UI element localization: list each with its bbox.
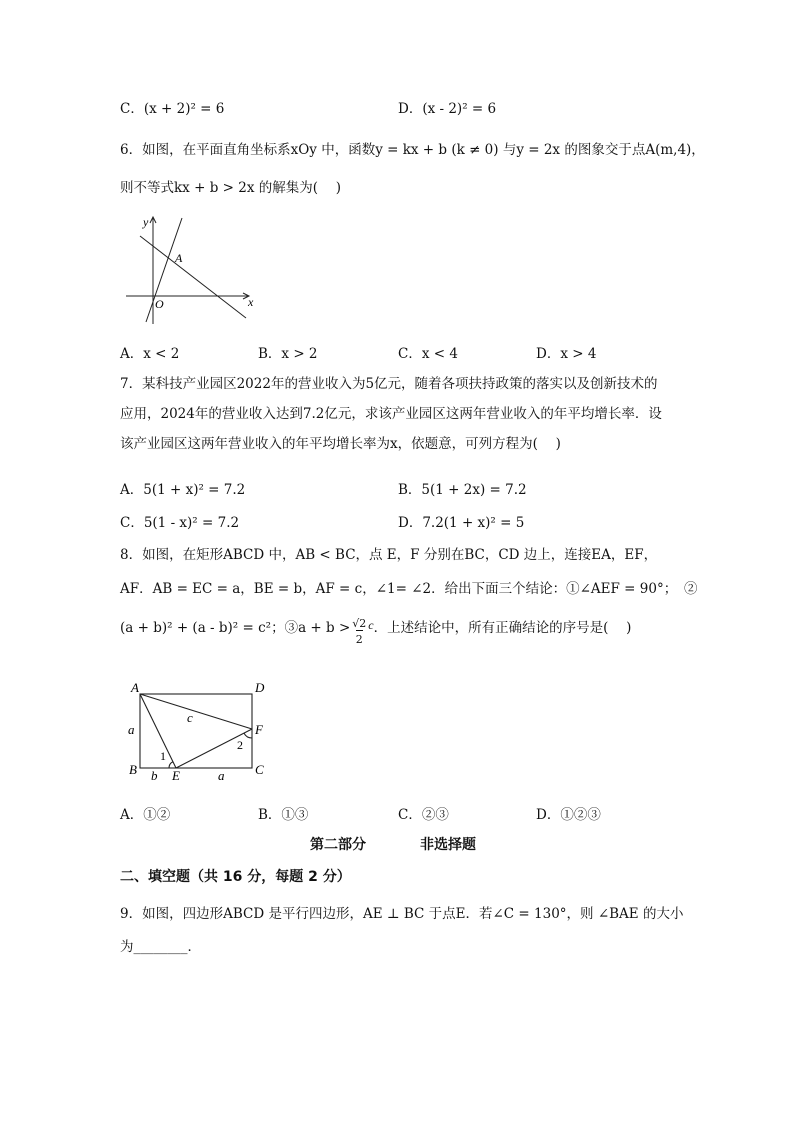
q8-label-a: A bbox=[131, 680, 139, 695]
section2-heading: 二、填空题（共 16 分，每题 2 分） bbox=[120, 869, 351, 885]
q6-option-a: A．x < 2 bbox=[120, 346, 180, 362]
q8-stem-line3 bbox=[120, 611, 632, 646]
q5-option-c: C．(x + 2)² = 6 bbox=[120, 101, 225, 117]
q8-label-c-segment: c bbox=[187, 710, 193, 725]
q6-stem-line1: 6．如图，在平面直角坐标系xOy 中，函数y = kx + b (k ≠ 0) 与y = 2x 的图象交于点A(m,4)， bbox=[120, 142, 705, 158]
q6-option-d: D．x > 4 bbox=[536, 346, 597, 362]
q6-label-a: A bbox=[175, 251, 183, 265]
q6-label-y: y bbox=[143, 215, 149, 229]
q8-label-e: E bbox=[172, 768, 180, 783]
q6-label-o: O bbox=[155, 297, 164, 311]
part2-title-right: 非选择题 bbox=[420, 837, 476, 853]
q7-option-b: B．5(1 + 2x) = 7.2 bbox=[398, 482, 527, 498]
q7-stem-line3: 该产业园区这两年营业收入的年平均增长率为x，依题意，可列方程为( ) bbox=[120, 436, 561, 452]
q8-segment-af bbox=[140, 694, 252, 729]
q8-label-side-a-left: a bbox=[128, 722, 135, 737]
q6-option-c: C．x < 4 bbox=[398, 346, 458, 362]
q6-line-2x bbox=[146, 218, 182, 322]
q8-option-a: A．①② bbox=[120, 807, 171, 823]
q8-stem-line1: 8．如图，在矩形ABCD 中，AB < BC，点 E，F 分别在BC，CD 边上，连接EA，EF， bbox=[120, 547, 658, 563]
q8-angle2-arc bbox=[244, 733, 252, 738]
q8-label-side-b: b bbox=[151, 768, 158, 783]
q9-stem-line1: 9．如图，四边形ABCD 是平行四边形，AE ⊥ BC 于点E．若∠C = 130°，则 ∠BAE 的大小 bbox=[120, 906, 684, 922]
q7-option-d: D．7.2(1 + x)² = 5 bbox=[398, 515, 525, 531]
q8-rectangle-figure bbox=[120, 672, 280, 788]
q7-option-a: A．5(1 + x)² = 7.2 bbox=[120, 482, 246, 498]
q8-label-angle1: 1 bbox=[160, 749, 166, 763]
q7-option-c: C．5(1 - x)² = 7.2 bbox=[120, 515, 240, 531]
q8-option-d: D．①②③ bbox=[536, 807, 601, 823]
q8-label-c: C bbox=[255, 762, 264, 777]
q8-label-side-a-bottom: a bbox=[218, 768, 225, 783]
q6-label-x: x bbox=[248, 295, 254, 309]
q8-label-b: B bbox=[129, 762, 137, 777]
q5-option-d: D．(x - 2)² = 6 bbox=[398, 101, 497, 117]
q6-coordinate-figure bbox=[120, 212, 270, 330]
q8-segment-ae bbox=[140, 694, 176, 768]
q8-stem-line3-part1: (a + b)² + (a - b)² = c²；③a + b > bbox=[120, 619, 351, 636]
q8-label-d: D bbox=[255, 680, 265, 695]
q8-fraction-variable: c bbox=[368, 618, 374, 632]
q6-option-b: B．x > 2 bbox=[258, 346, 318, 362]
q8-stem-line2: AF．AB = EC = a，BE = b，AF = c，∠1= ∠2．给出下面三个结论：①∠AEF = 90°； ② bbox=[120, 581, 698, 597]
q8-fraction-numerator: √2 bbox=[352, 617, 367, 630]
q8-option-b: B．①③ bbox=[258, 807, 309, 823]
q6-stem-line2: 则不等式kx + b > 2x 的解集为( ) bbox=[120, 180, 342, 196]
q8-fraction bbox=[352, 617, 366, 646]
q9-stem-line2: 为________． bbox=[120, 939, 201, 955]
q8-option-c: C．②③ bbox=[398, 807, 449, 823]
part2-title-left: 第二部分 bbox=[310, 837, 366, 853]
q7-stem-line1: 7．某科技产业园区2022年的营业收入为5亿元，随着各项扶持政策的落实以及创新技术的 bbox=[120, 376, 658, 392]
q8-label-angle2: 2 bbox=[237, 738, 243, 752]
q7-stem-line2: 应用，2024年的营业收入达到7.2亿元，求该产业园区这两年营业收入的年平均增长率．设 bbox=[120, 406, 662, 422]
q8-stem-line3-part2: ．上述结论中，所有正确结论的序号是( ) bbox=[373, 619, 632, 636]
q8-rectangle-abcd bbox=[140, 694, 252, 768]
q8-label-f: F bbox=[255, 722, 263, 737]
q8-fraction-denominator: 2 bbox=[356, 630, 363, 646]
